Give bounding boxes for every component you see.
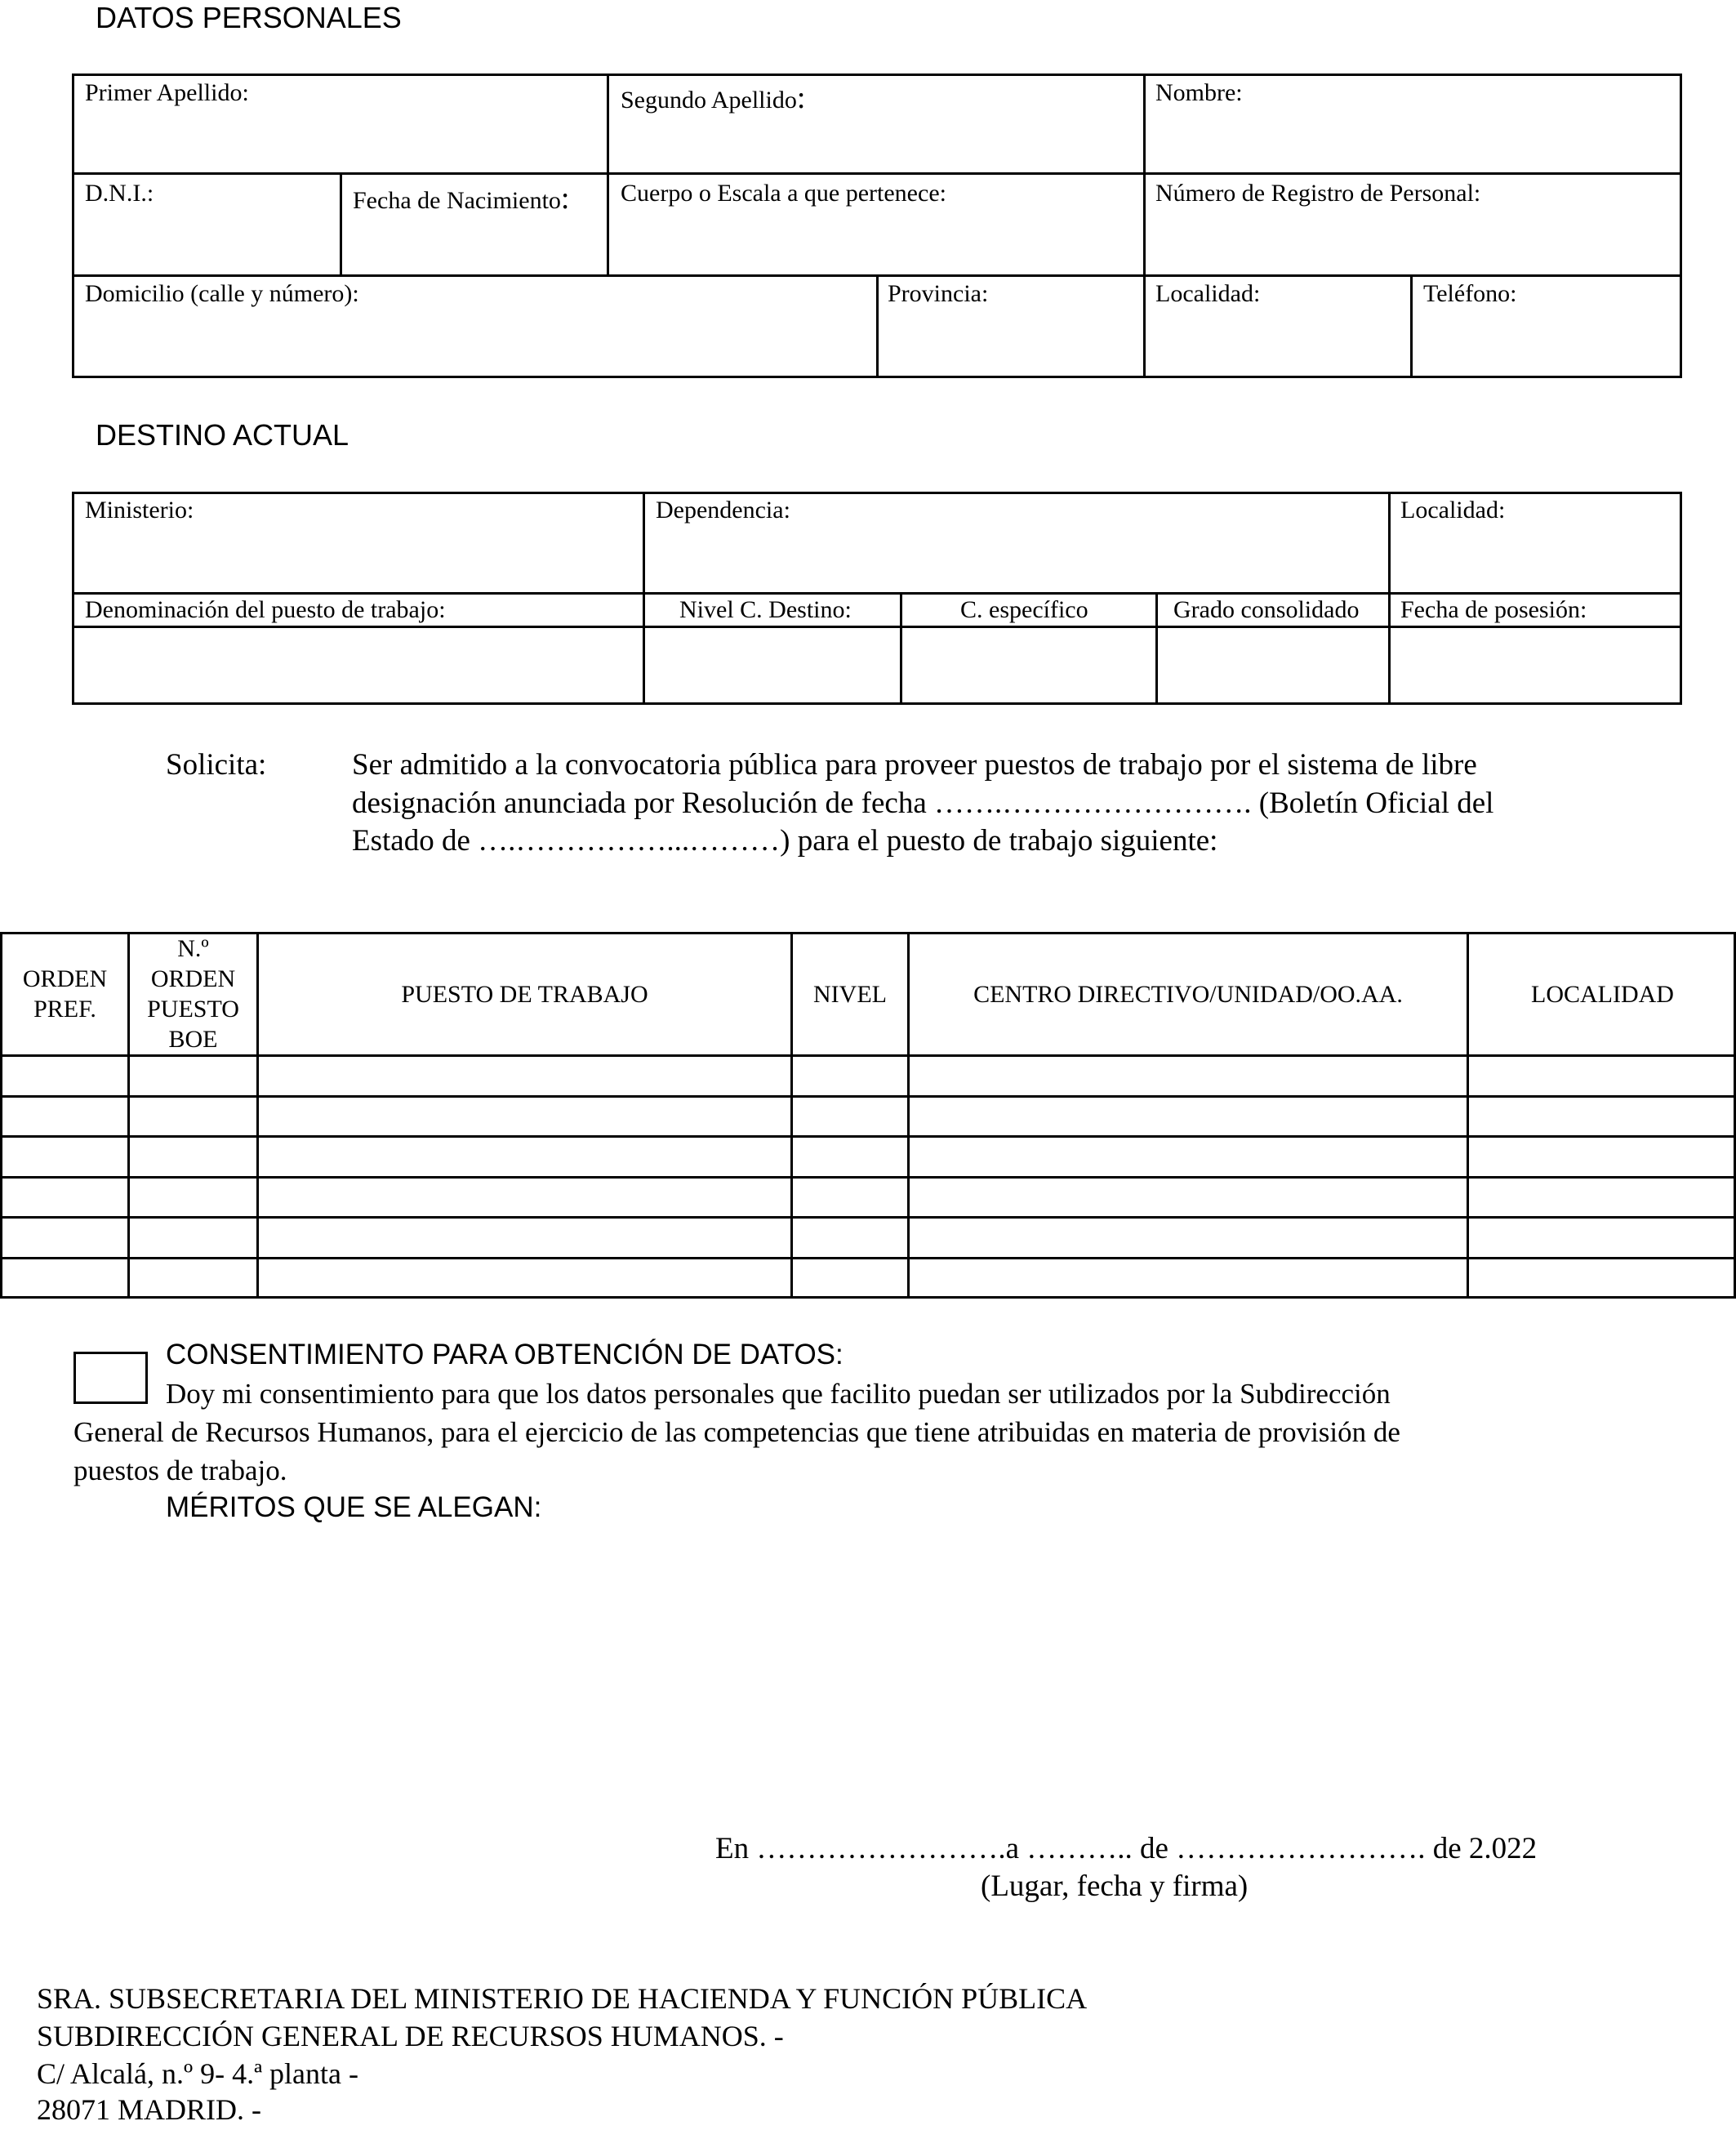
col-n-orden-line-3: PUESTO: [147, 996, 239, 1023]
solicita-line-1: Ser admitido a la convocatoria pública para proveer puestos de trabajo por el sistema de libre: [352, 748, 1477, 782]
col-n-orden-puesto-boe: [130, 934, 256, 1054]
c-especifico-field[interactable]: C. específico: [960, 596, 1088, 623]
table-row: [0, 1216, 1736, 1219]
meritos-label: MÉRITOS QUE SE ALEGAN:: [166, 1491, 542, 1523]
dependencia-field[interactable]: Dependencia:: [656, 497, 790, 524]
solicita-label: Solicita:: [166, 748, 267, 782]
fecha-nacimiento-label: Fecha de Nacimiento: [353, 187, 561, 214]
primer-apellido-field[interactable]: Primer Apellido:: [85, 79, 249, 106]
localidad-destino-field[interactable]: Localidad:: [1400, 497, 1506, 524]
divider: [643, 492, 645, 705]
col-orden-pref-line-2: PREF.: [33, 996, 96, 1023]
cuerpo-escala-field[interactable]: Cuerpo o Escala a que pertenece:: [621, 180, 946, 207]
divider: [876, 274, 879, 378]
table-row: [0, 1257, 1736, 1259]
divider: [72, 626, 1682, 628]
table-row: [0, 1095, 1736, 1098]
col-n-orden-line-1: N.º: [177, 935, 209, 962]
segundo-apellido-field[interactable]: Segundo Apellido:: [621, 81, 806, 115]
col-orden-pref-line-1: ORDEN: [22, 965, 108, 992]
datos-personales-title: DATOS PERSONALES: [96, 1, 402, 34]
col-nivel: NIVEL: [813, 981, 887, 1008]
divider: [1388, 492, 1391, 705]
divider: [0, 1054, 1736, 1057]
col-localidad: LOCALIDAD: [1531, 981, 1674, 1008]
segundo-apellido-label: Segundo Apellido: [621, 87, 797, 114]
denominacion-puesto-field[interactable]: Denominación del puesto de trabajo:: [85, 596, 446, 623]
destinatario-line-2: SUBDIRECCIÓN GENERAL DE RECURSOS HUMANOS. -: [37, 2020, 784, 2052]
firma-line: En …………………….a ……….. de ……………………. de 2.022: [715, 1832, 1538, 1865]
firma-caption: (Lugar, fecha y firma): [981, 1869, 1249, 1903]
nivel-c-destino-field[interactable]: Nivel C. Destino:: [679, 596, 852, 623]
grado-consolidado-field[interactable]: Grado consolidado: [1173, 596, 1360, 623]
destino-actual-title: DESTINO ACTUAL: [96, 418, 349, 452]
numero-registro-field[interactable]: Número de Registro de Personal:: [1155, 180, 1481, 207]
consent-checkbox[interactable]: [73, 1352, 148, 1404]
col-n-orden-line-2: ORDEN: [150, 965, 236, 992]
col-centro-directivo: CENTRO DIRECTIVO/UNIDAD/OO.AA.: [973, 981, 1403, 1008]
telefono-field[interactable]: Teléfono:: [1423, 280, 1517, 307]
divider: [72, 592, 1682, 595]
dni-field[interactable]: D.N.I.:: [85, 180, 154, 207]
consentimiento-title: CONSENTIMIENTO PARA OBTENCIÓN DE DATOS:: [166, 1339, 844, 1370]
destinatario-line-3: C/ Alcalá, n.º 9- 4.ª planta -: [37, 2057, 358, 2090]
divider: [1410, 274, 1413, 378]
col-puesto-trabajo: PUESTO DE TRABAJO: [401, 981, 648, 1008]
solicita-line-3: Estado de ….……………...………) para el puesto de trabajo siguiente:: [352, 824, 1218, 858]
divider: [1143, 74, 1146, 378]
divider: [607, 74, 609, 275]
destinatario-line-4: 28071 MADRID. -: [37, 2093, 261, 2126]
divider: [900, 592, 902, 705]
solicita-line-2: designación anunciada por Resolución de fecha …….……………………. (Boletín Oficial del: [352, 786, 1494, 820]
provincia-field[interactable]: Provincia:: [888, 280, 989, 307]
destinatario-line-1: SRA. SUBSECRETARIA DEL MINISTERIO DE HACIENDA Y FUNCIÓN PÚBLICA: [37, 1982, 1088, 2015]
fecha-posesion-field[interactable]: Fecha de posesión:: [1400, 596, 1587, 623]
ministerio-field[interactable]: Ministerio:: [85, 497, 194, 524]
domicilio-field[interactable]: Domicilio (calle y número):: [85, 280, 359, 307]
consentimiento-line-1: Doy mi consentimiento para que los datos personales que facilito puedan ser utilizados por la Subdirección: [166, 1378, 1391, 1410]
fecha-nacimiento-field[interactable]: Fecha de Nacimiento:: [353, 181, 570, 216]
table-row: [0, 1176, 1736, 1179]
col-orden-pref: [0, 964, 130, 1024]
nombre-field[interactable]: Nombre:: [1155, 79, 1243, 106]
divider: [1155, 592, 1158, 705]
divider: [72, 172, 1682, 175]
col-n-orden-line-4: BOE: [168, 1026, 218, 1053]
consentimiento-line-2: General de Recursos Humanos, para el ejercicio de las competencias que tiene atribuidas en materia de provisión de: [73, 1416, 1400, 1448]
localidad-field[interactable]: Localidad:: [1155, 280, 1261, 307]
table-row: [0, 1135, 1736, 1138]
divider: [340, 172, 342, 275]
consentimiento-line-3: puestos de trabajo.: [73, 1455, 287, 1486]
